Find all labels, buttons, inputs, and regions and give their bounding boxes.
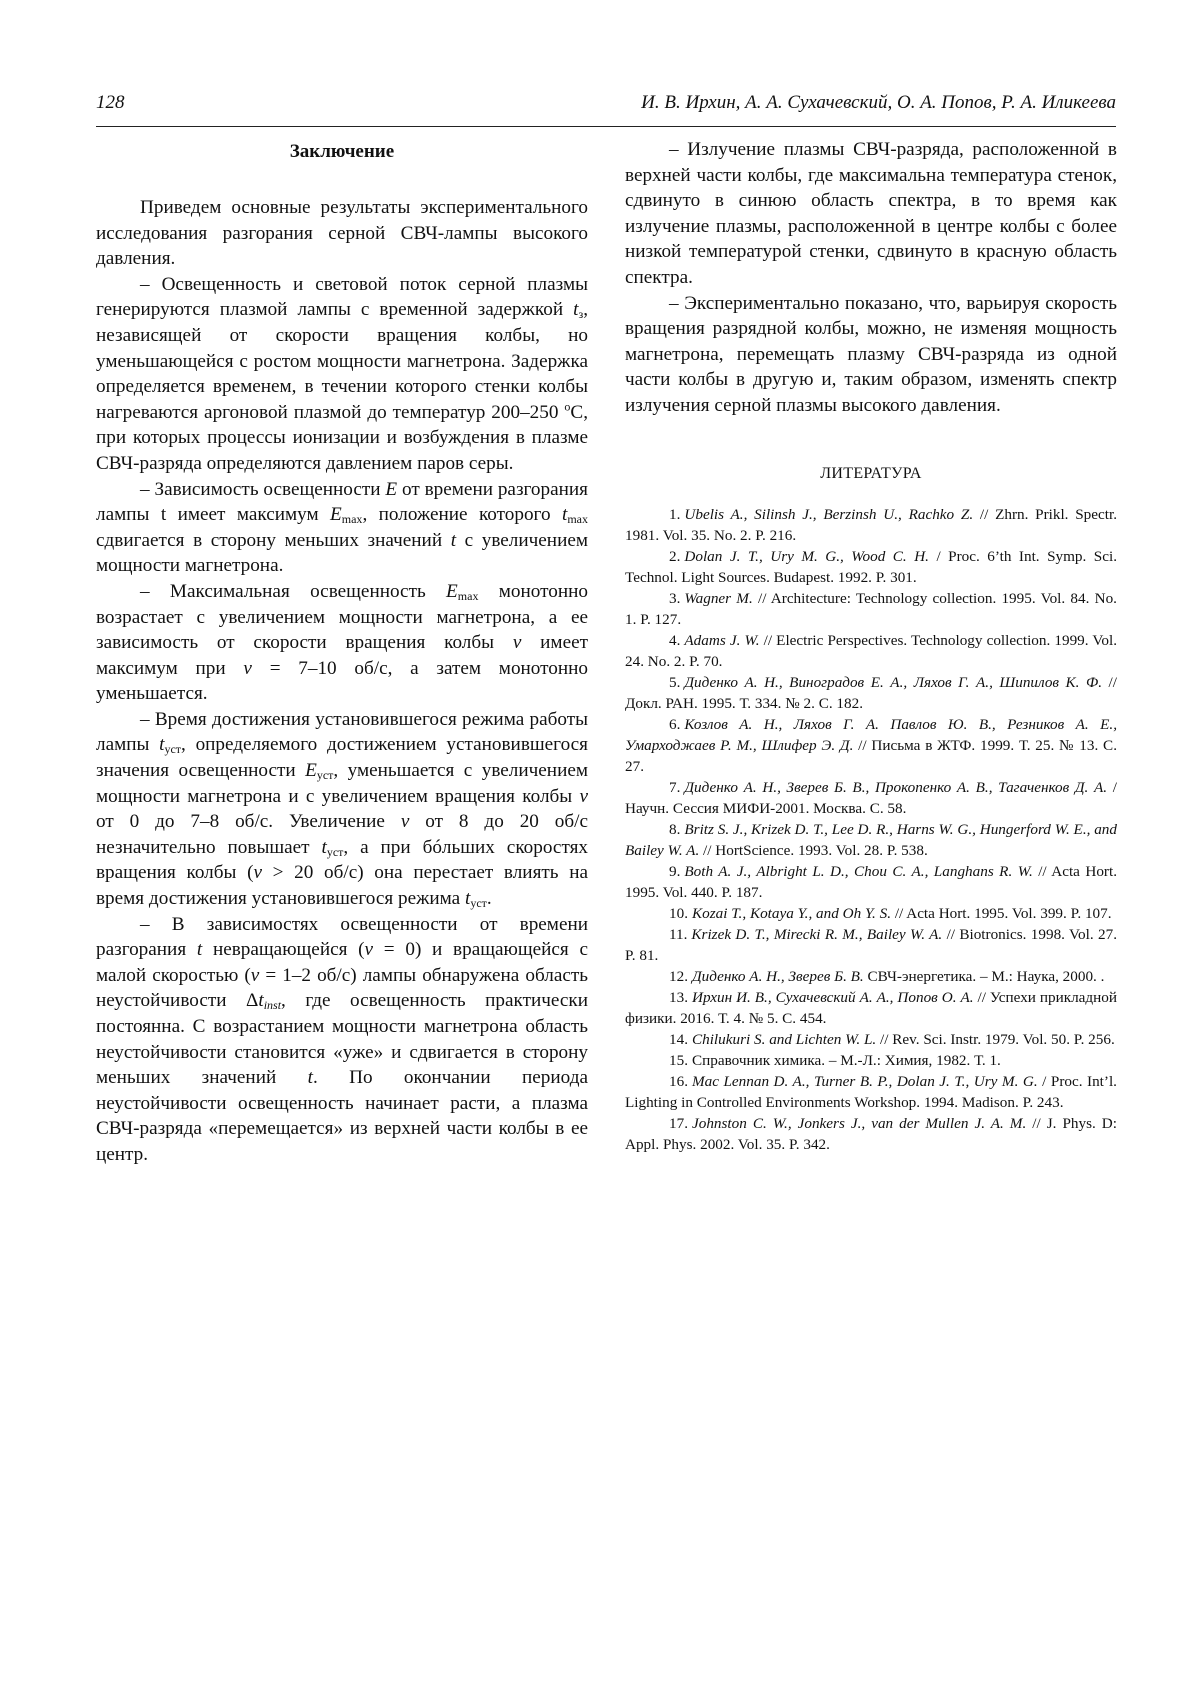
- reference-number: 11.: [669, 926, 688, 944]
- reference-source: // J. Phys. D: Appl. Phys. 2002. Vol. 35. P. 342.: [625, 1115, 1117, 1154]
- reference-authors: Johnston C. W., Jonkers J., van der Mullen J. A. M.: [691, 1115, 1027, 1133]
- reference-item: [625, 1113, 1117, 1155]
- reference-source: // Zhrn. Prikl. Spectr. 1981. Vol. 35. No. 2. P. 216.: [625, 506, 1117, 545]
- reference-number: 10.: [669, 905, 688, 923]
- reference-authors: Диденко А. Н., Виноградов Е. А., Ляхов Г. А., Шипилов К. Ф.: [684, 674, 1102, 692]
- conclusion-point-3: – Максимальная освещенность $Е_{max}$ монотонно возрастает с увеличением мощности магнетрона, а ее зависимость от скорости вращения колбы v имеет максимум при v = 7–10 об/с, а затем монотонно уменьшается.: [96, 580, 588, 705]
- reference-authors: Диденко А. Н., Зверев Б. В., Прокопенко А. В., Тагаченков Д. А.: [684, 779, 1108, 797]
- reference-authors: Dolan J. T., Ury M. G., Wood C. H.: [684, 548, 929, 566]
- reference-source: / Proc. 6’th Int. Symp. Sci. Technol. Light Sources. Budapest. 1992. P. 301.: [625, 548, 1117, 587]
- reference-source: // HortScience. 1993. Vol. 28. P. 538.: [699, 842, 928, 860]
- reference-authors: Adams J. W.: [684, 632, 760, 650]
- reference-number: 3.: [669, 590, 681, 608]
- reference-item: [625, 819, 1117, 861]
- reference-number: 1.: [669, 506, 681, 524]
- conclusion-point-7: – Экспериментально показано, что, варьируя скорость вращения разрядной колбы, можно, не изменяя мощность магнетрона, перемещать плазму СВЧ-разряда из одной части колбы в другую и, таким образом, изменять спектр излучения серной плазмы высокого давления.: [625, 292, 1117, 416]
- running-header-authors: И. В. Ирхин, А. А. Сухачевский, О. А. Попов, Р. А. Иликеева: [641, 92, 1116, 113]
- reference-item: [625, 588, 1117, 630]
- reference-number: 4.: [669, 632, 681, 650]
- reference-item: [625, 924, 1117, 966]
- left-column: [96, 137, 588, 1168]
- reference-number: 15.: [669, 1052, 688, 1070]
- reference-number: 13.: [669, 989, 688, 1007]
- reference-authors: Chilukuri S. and Lichten W. L.: [691, 1031, 877, 1049]
- reference-number: 2.: [669, 548, 681, 566]
- reference-source: Справочник химика. – М.-Л.: Химия, 1982. Т. 1.: [691, 1052, 1001, 1070]
- reference-source: // Architecture: Technology collection. 1995. Vol. 84. No. 1. P. 127.: [625, 590, 1117, 629]
- header-rule: [96, 126, 1116, 127]
- reference-source: // Biotronics. 1998. Vol. 27. P. 81.: [625, 926, 1118, 965]
- reference-authors: Ирхин И. В., Сухачевский А. А., Попов О. А.: [691, 989, 974, 1007]
- reference-item: [625, 630, 1117, 672]
- reference-number: 14.: [669, 1031, 688, 1049]
- page-number: 128: [96, 92, 125, 113]
- reference-item: [625, 777, 1117, 819]
- references-list: [625, 504, 1117, 1155]
- reference-item: [625, 714, 1117, 777]
- references-title: ЛИТЕРАТУРА: [820, 464, 922, 482]
- reference-authors: Диденко А. Н., Зверев Б. В.: [691, 968, 864, 986]
- reference-number: 6.: [669, 716, 681, 734]
- reference-number: 16.: [669, 1073, 688, 1091]
- reference-authors: Kozai T., Kotaya Y., and Oh Y. S.: [691, 905, 892, 923]
- reference-item: [625, 903, 1117, 924]
- reference-source: / Научн. Сессия МИФИ-2001. Москва. С. 58.: [625, 779, 1117, 818]
- reference-number: 8.: [669, 821, 681, 839]
- conclusion-point-5: – В зависимостях освещенности от времени разгорания t невращающейся (v = 0) и вращающейся с малой скоростью (v = 1–2 об/с) лампы обнаружена область неустойчивости $\Delta t_{inst}$, где освещенность практически постоянна. С возрастанием мощности магнетрона область неустойчивости становится «уже» и сдвигается в сторону меньших значений t. По окончании периода неустойчивости освещенность начинает расти, а плазма СВЧ-разряда «перемещается» из верхней части колбы в ее центр.: [96, 913, 588, 1165]
- reference-source: / Proc. Int’l. Lighting in Controlled Environments Workshop. 1994. Madison. P. 243.: [625, 1073, 1117, 1112]
- reference-source: // Electric Perspectives. Technology collection. 1999. Vol. 24. No. 2. P. 70.: [625, 632, 1117, 671]
- reference-source: // Rev. Sci. Instr. 1979. Vol. 50. P. 256.: [876, 1031, 1115, 1049]
- reference-authors: Krizek D. T., Mirecki R. M., Bailey W. A.: [691, 926, 943, 944]
- reference-item: [625, 672, 1117, 714]
- conclusion-point-2: – Зависимость освещенности Е от времени разгорания лампы t имеет максимум $Е_{max}$, положение которого $t_{max}$ сдвигается в сторону меньших значений t с увеличением мощности магнетрона.: [96, 478, 589, 577]
- reference-authors: Mac Lennan D. A., Turner B. P., Dolan J. T., Ury M. G.: [691, 1073, 1038, 1091]
- reference-item: [625, 504, 1117, 546]
- reference-authors: Ubelis A., Silinsh J., Berzinsh U., Rachko Z.: [684, 506, 974, 524]
- reference-number: 5.: [669, 674, 681, 692]
- reference-authors: Britz S. J., Krizek D. T., Lee D. R., Harns W. G., Hungerford W. E., and Bailey W. A.: [625, 821, 1117, 860]
- reference-item: [625, 987, 1117, 1029]
- reference-item: [625, 546, 1117, 588]
- reference-item: [625, 966, 1117, 987]
- section-title: Заключение: [289, 141, 395, 162]
- reference-item: [625, 861, 1117, 903]
- reference-source: // Успехи прикладной физики. 2016. Т. 4. № 5. С. 454.: [625, 989, 1117, 1028]
- reference-number: 7.: [669, 779, 681, 797]
- reference-authors: Both A. J., Albright L. D., Chou C. A., Langhans R. W.: [684, 863, 1033, 881]
- reference-authors: Wagner M.: [684, 590, 753, 608]
- running-header: [96, 90, 1116, 120]
- conclusion-point-4: – Время достижения установившегося режима работы лампы $t_{уст}$, определяемого достижением установившегося значения освещенности $Е_{уст}$, уменьшается с увеличением мощности магнетрона и с увеличением вращения колбы v от 0 до 7–8 об/с. Увеличение v от 8 до 20 об/с незначительно повышает $t_{уст}$, а при бóльших скоростях вращения колбы (v > 20 об/с) она перестает влиять на время достижения установившегося режима $t_{уст}$.: [96, 708, 588, 911]
- conclusion-intro: Приведем основные результаты экспериментального исследования разгорания серной СВЧ-лампы высокого давления.: [96, 197, 588, 270]
- reference-source: СВЧ-энергетика. – М.: Наука, 2000. .: [863, 968, 1105, 986]
- reference-number: 17.: [669, 1115, 688, 1133]
- reference-item: [625, 1050, 1117, 1071]
- right-column: [625, 137, 1117, 1155]
- reference-source: // Письма в ЖТФ. 1999. Т. 25. № 13. С. 27.: [625, 737, 1117, 776]
- reference-source: // Acta Hort. 1995. Vol. 399. P. 107.: [891, 905, 1112, 923]
- conclusion-point-1: – Освещенность и световой поток серной плазмы генерируются плазмой лампы с временной задержкой $t_з$, независящей от скорости вращения колбы, но уменьшающейся с ростом мощности магнетрона. Задержка определяется временем, в течении которого стенки колбы нагреваются аргоновой плазмой до температур 200–250 $^о$С, при которых процессы ионизации и возбуждения в плазме СВЧ-разряда определяются давлением паров серы.: [96, 273, 588, 474]
- reference-source: // Acta Hort. 1995. Vol. 440. P. 187.: [625, 863, 1117, 902]
- reference-authors: Козлов А. Н., Ляхов Г. А. Павлов Ю. В., Резников А. Е., Умарходжаев Р. М., Шлифер Э. Д.: [625, 716, 1117, 755]
- conclusion-point-6: – Излучение плазмы СВЧ-разряда, расположенной в верхней части колбы, где максимальна температура стенок, сдвинуто в синюю область спектра, в то время как излучение плазмы, расположенной в центре колбы с более низкой температурой стенки, сдвинуто в красную область спектра.: [625, 139, 1117, 288]
- reference-number: 12.: [669, 968, 688, 986]
- reference-item: [625, 1071, 1117, 1113]
- reference-number: 9.: [669, 863, 681, 881]
- reference-item: [625, 1029, 1117, 1050]
- reference-source: // Докл. РАН. 1995. Т. 334. № 2. С. 182.: [625, 674, 1117, 713]
